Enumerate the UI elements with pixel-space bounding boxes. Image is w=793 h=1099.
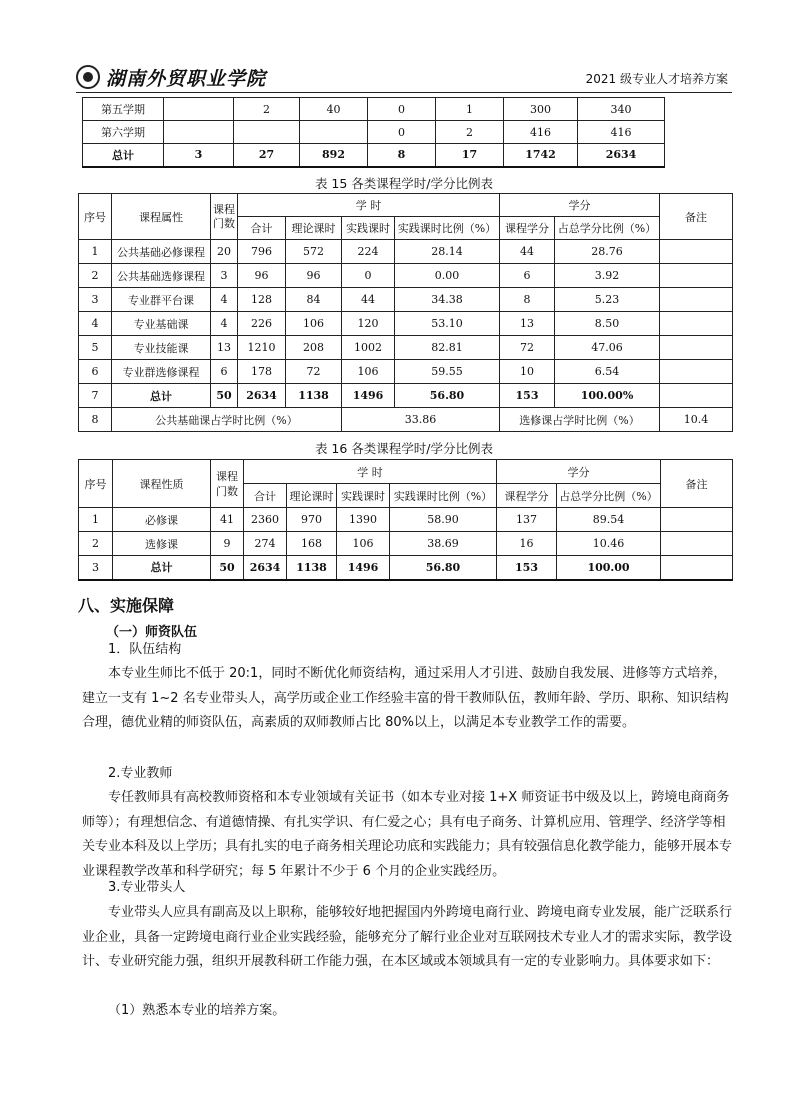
table16-subheader: 理论课时	[287, 484, 337, 508]
table16-header-note: 备注	[661, 460, 733, 508]
table-cell: 572	[286, 240, 342, 264]
table-cell: 1	[79, 240, 112, 264]
table-cell: 4	[211, 312, 238, 336]
table-cell: 6.54	[555, 360, 660, 384]
table-cell: 6	[500, 264, 555, 288]
table-cell: 16	[497, 532, 557, 556]
table-row	[79, 312, 733, 336]
table16-header-nature: 课程性质	[113, 460, 211, 508]
table-cell: 专业群平台课	[112, 288, 211, 312]
table-cell: 10.46	[557, 532, 661, 556]
table-cell: 2	[79, 264, 112, 288]
table15-subheader: 实践课时比例（%）	[395, 217, 500, 240]
table-cell: 1496	[337, 556, 390, 580]
table15-subheader: 课程学分	[500, 217, 555, 240]
table16-subheader: 占总学分比例（%）	[557, 484, 661, 508]
table-cell: 168	[287, 532, 337, 556]
table-cell: 选修课占学时比例（%）	[500, 408, 660, 432]
table-cell: 5.23	[555, 288, 660, 312]
table-cell: 41	[211, 508, 244, 532]
table-cell: 34.38	[395, 288, 500, 312]
list-item-1: （1）熟悉本专业的培养方案。	[108, 1003, 286, 1018]
table-cell: 416	[578, 121, 665, 144]
table-cell: 106	[342, 360, 395, 384]
table-cell: 第六学期	[83, 121, 164, 144]
item-title-leader: 3.专业带头人	[108, 880, 186, 895]
table15-header-attr: 课程属性	[112, 194, 211, 240]
table-cell: 137	[497, 508, 557, 532]
table15-subheader: 实践课时	[342, 217, 395, 240]
table-cell: 33.86	[342, 408, 500, 432]
table-cell: 8	[500, 288, 555, 312]
table-cell: 120	[342, 312, 395, 336]
table-cell: 106	[337, 532, 390, 556]
table16-subheader: 实践课时比例（%）	[390, 484, 497, 508]
table-cell: 8	[79, 408, 112, 432]
table-cell: 44	[500, 240, 555, 264]
table-row	[79, 384, 733, 408]
table-cell	[661, 532, 733, 556]
page-header	[76, 62, 732, 93]
table-cell: 106	[286, 312, 342, 336]
table-cell: 96	[286, 264, 342, 288]
table-cell: 2360	[244, 508, 287, 532]
table15	[78, 193, 733, 432]
table-cell: 1742	[504, 144, 578, 167]
table-row	[83, 144, 665, 167]
table-cell: 224	[342, 240, 395, 264]
paragraph-team-structure: 本专业生师比不低于 20:1，同时不断优化师资结构，通过采用人才引进、鼓励自我发展、进修等方式培养，建立一支有 1~2 名专业带头人，高学历或企业工作经验丰富的骨干教师队伍，教师年龄、学历、职称、知识结构合理，德优业精的师资队伍，高素质的双师教师占比 80%以上，以满足本专业教学工作的需要。	[82, 666, 729, 730]
table-cell: 1138	[287, 556, 337, 580]
table-cell: 50	[211, 384, 238, 408]
table-row	[79, 508, 733, 532]
table-cell: 10.4	[660, 408, 733, 432]
table-cell: 6	[211, 360, 238, 384]
table-cell: 28.14	[395, 240, 500, 264]
table-row	[79, 360, 733, 384]
school-name: 湖南外贸职业学院	[106, 67, 267, 90]
section-heading: 八、实施保障	[78, 596, 175, 615]
table-cell	[660, 240, 733, 264]
table-cell: 153	[500, 384, 555, 408]
table-cell	[660, 264, 733, 288]
table-cell: 892	[300, 144, 368, 167]
table-cell: 28.76	[555, 240, 660, 264]
table-cell: 208	[286, 336, 342, 360]
table15-subheader: 占总学分比例（%）	[555, 217, 660, 240]
table-cell	[234, 121, 300, 144]
table-cell: 1210	[238, 336, 286, 360]
table-cell: 17	[436, 144, 504, 167]
table-cell: 56.80	[390, 556, 497, 580]
table-cell: 59.55	[395, 360, 500, 384]
table-row	[79, 336, 733, 360]
table-cell: 2634	[578, 144, 665, 167]
item-title-teachers: 2.专业教师	[108, 766, 173, 781]
table-cell: 4	[211, 288, 238, 312]
table-cell: 0	[342, 264, 395, 288]
table-cell: 8.50	[555, 312, 660, 336]
table-cell: 5	[79, 336, 112, 360]
table-cell: 1496	[342, 384, 395, 408]
table-cell	[164, 98, 234, 121]
paragraph-teachers: 专任教师具有高校教师资格和本专业领域有关证书（如本专业对接 1+X 师资证书中级及以上，跨境电商商务师等）；有理想信念、有道德情操、有扎实学识、有仁爱之心；具有电子商务、计算机应用、管理学、经济学等相关专业本科及以上学历；具有扎实的电子商务相关理论功底和实践能力；具有较强信息化教学能力，能够开展本专业课程教学改革和科学研究；每 5 年累计不少于 6 个月的企业实践经历。	[82, 790, 733, 879]
table-cell: 1002	[342, 336, 395, 360]
table16-header-hours: 学 时	[244, 460, 497, 484]
table-cell: 44	[342, 288, 395, 312]
table-cell	[660, 336, 733, 360]
table-cell	[660, 312, 733, 336]
table-cell: 13	[500, 312, 555, 336]
table15-header-hours: 学 时	[238, 194, 500, 217]
table-cell: 27	[234, 144, 300, 167]
document-title: 2021 级专业人才培养方案	[585, 72, 728, 86]
table-cell: 公共基础课占学时比例（%）	[112, 408, 342, 432]
table-cell	[660, 384, 733, 408]
table-cell: 82.81	[395, 336, 500, 360]
table-cell	[300, 121, 368, 144]
school-seal-icon	[76, 65, 100, 89]
table16	[78, 459, 733, 581]
table-cell: 3	[211, 264, 238, 288]
table-cell	[661, 556, 733, 580]
table-cell: 416	[504, 121, 578, 144]
table-cell: 100.00	[557, 556, 661, 580]
table16-subheader: 课程学分	[497, 484, 557, 508]
table-cell: 专业群选修课程	[112, 360, 211, 384]
table16-header-seq: 序号	[79, 460, 113, 508]
table-row	[79, 532, 733, 556]
table-cell: 40	[300, 98, 368, 121]
table-row	[79, 408, 733, 432]
semester-summary-table	[82, 97, 665, 168]
table-cell: 公共基础选修课程	[112, 264, 211, 288]
table-cell: 9	[211, 532, 244, 556]
table-cell	[661, 508, 733, 532]
table16-caption: 表 16 各类课程学时/学分比例表	[314, 441, 494, 456]
table-cell: 970	[287, 508, 337, 532]
table-cell: 公共基础必修课程	[112, 240, 211, 264]
table-row	[83, 98, 665, 121]
table-cell: 1390	[337, 508, 390, 532]
table-cell: 89.54	[557, 508, 661, 532]
table15-header-count: 课程门数	[211, 194, 238, 240]
table-cell: 8	[368, 144, 436, 167]
table-cell: 1	[79, 508, 113, 532]
table-cell: 7	[79, 384, 112, 408]
paragraph-leader: 专业带头人应具有副高及以上职称，能够较好地把握国内外跨境电商行业、跨境电商专业发展，能广泛联系行业企业，具备一定跨境电商行业企业实践经验，能够充分了解行业企业对互联网技术专业人才的需求实际，教学设计、专业研究能力强，组织开展教科研工作能力强，在本区域或本领域具有一定的专业影响力。具体要求如下：	[82, 905, 733, 969]
table-cell: 3.92	[555, 264, 660, 288]
table-cell: 72	[500, 336, 555, 360]
table-row	[79, 556, 733, 580]
table15-subheader: 理论课时	[286, 217, 342, 240]
table-cell: 1	[436, 98, 504, 121]
table15-header-note: 备注	[660, 194, 733, 240]
table-cell: 53.10	[395, 312, 500, 336]
table-cell: 4	[79, 312, 112, 336]
table-cell: 274	[244, 532, 287, 556]
table-cell: 84	[286, 288, 342, 312]
table-cell: 专业基础课	[112, 312, 211, 336]
table-cell: 专业技能课	[112, 336, 211, 360]
table-cell	[660, 288, 733, 312]
table-cell: 153	[497, 556, 557, 580]
table-cell: 50	[211, 556, 244, 580]
table-cell: 3	[164, 144, 234, 167]
table-row	[79, 288, 733, 312]
table-cell: 2634	[244, 556, 287, 580]
table-cell: 3	[79, 556, 113, 580]
table-cell: 6	[79, 360, 112, 384]
table-cell: 47.06	[555, 336, 660, 360]
table-cell: 2	[436, 121, 504, 144]
table-cell: 0.00	[395, 264, 500, 288]
table-cell: 56.80	[395, 384, 500, 408]
table-row	[79, 264, 733, 288]
table-cell: 13	[211, 336, 238, 360]
table15-caption: 表 15 各类课程学时/学分比例表	[314, 176, 494, 191]
table-cell: 必修课	[113, 508, 211, 532]
school-logo	[76, 64, 266, 90]
table-cell: 总计	[113, 556, 211, 580]
table-cell: 总计	[112, 384, 211, 408]
table-cell: 0	[368, 98, 436, 121]
table-cell	[660, 360, 733, 384]
table-cell: 300	[504, 98, 578, 121]
table-cell: 3	[79, 288, 112, 312]
table-cell: 2	[234, 98, 300, 121]
table-cell: 128	[238, 288, 286, 312]
table-cell: 58.90	[390, 508, 497, 532]
table-cell: 96	[238, 264, 286, 288]
table-cell: 20	[211, 240, 238, 264]
table15-header-credit: 学分	[500, 194, 660, 217]
table-cell: 10	[500, 360, 555, 384]
table-cell: 0	[368, 121, 436, 144]
table-cell: 2	[79, 532, 113, 556]
table-cell: 2634	[238, 384, 286, 408]
table-cell	[164, 121, 234, 144]
table-cell: 100.00%	[555, 384, 660, 408]
table-cell: 340	[578, 98, 665, 121]
table-cell: 总计	[83, 144, 164, 167]
table-cell: 1138	[286, 384, 342, 408]
table16-subheader: 合计	[244, 484, 287, 508]
item-title-team-structure: 1．队伍结构	[108, 642, 182, 657]
table-cell: 72	[286, 360, 342, 384]
table16-subheader: 实践课时	[337, 484, 390, 508]
table-cell: 796	[238, 240, 286, 264]
table-cell: 226	[238, 312, 286, 336]
table16-header-count: 课程门数	[211, 460, 244, 508]
subsection-heading: （一）师资队伍	[106, 625, 198, 640]
table-cell: 38.69	[390, 532, 497, 556]
table-cell: 第五学期	[83, 98, 164, 121]
table-row	[83, 121, 665, 144]
table15-header-seq: 序号	[79, 194, 112, 240]
table15-subheader: 合计	[238, 217, 286, 240]
table16-header-credit: 学分	[497, 460, 661, 484]
table-cell: 选修课	[113, 532, 211, 556]
table-row	[79, 240, 733, 264]
table-cell: 178	[238, 360, 286, 384]
